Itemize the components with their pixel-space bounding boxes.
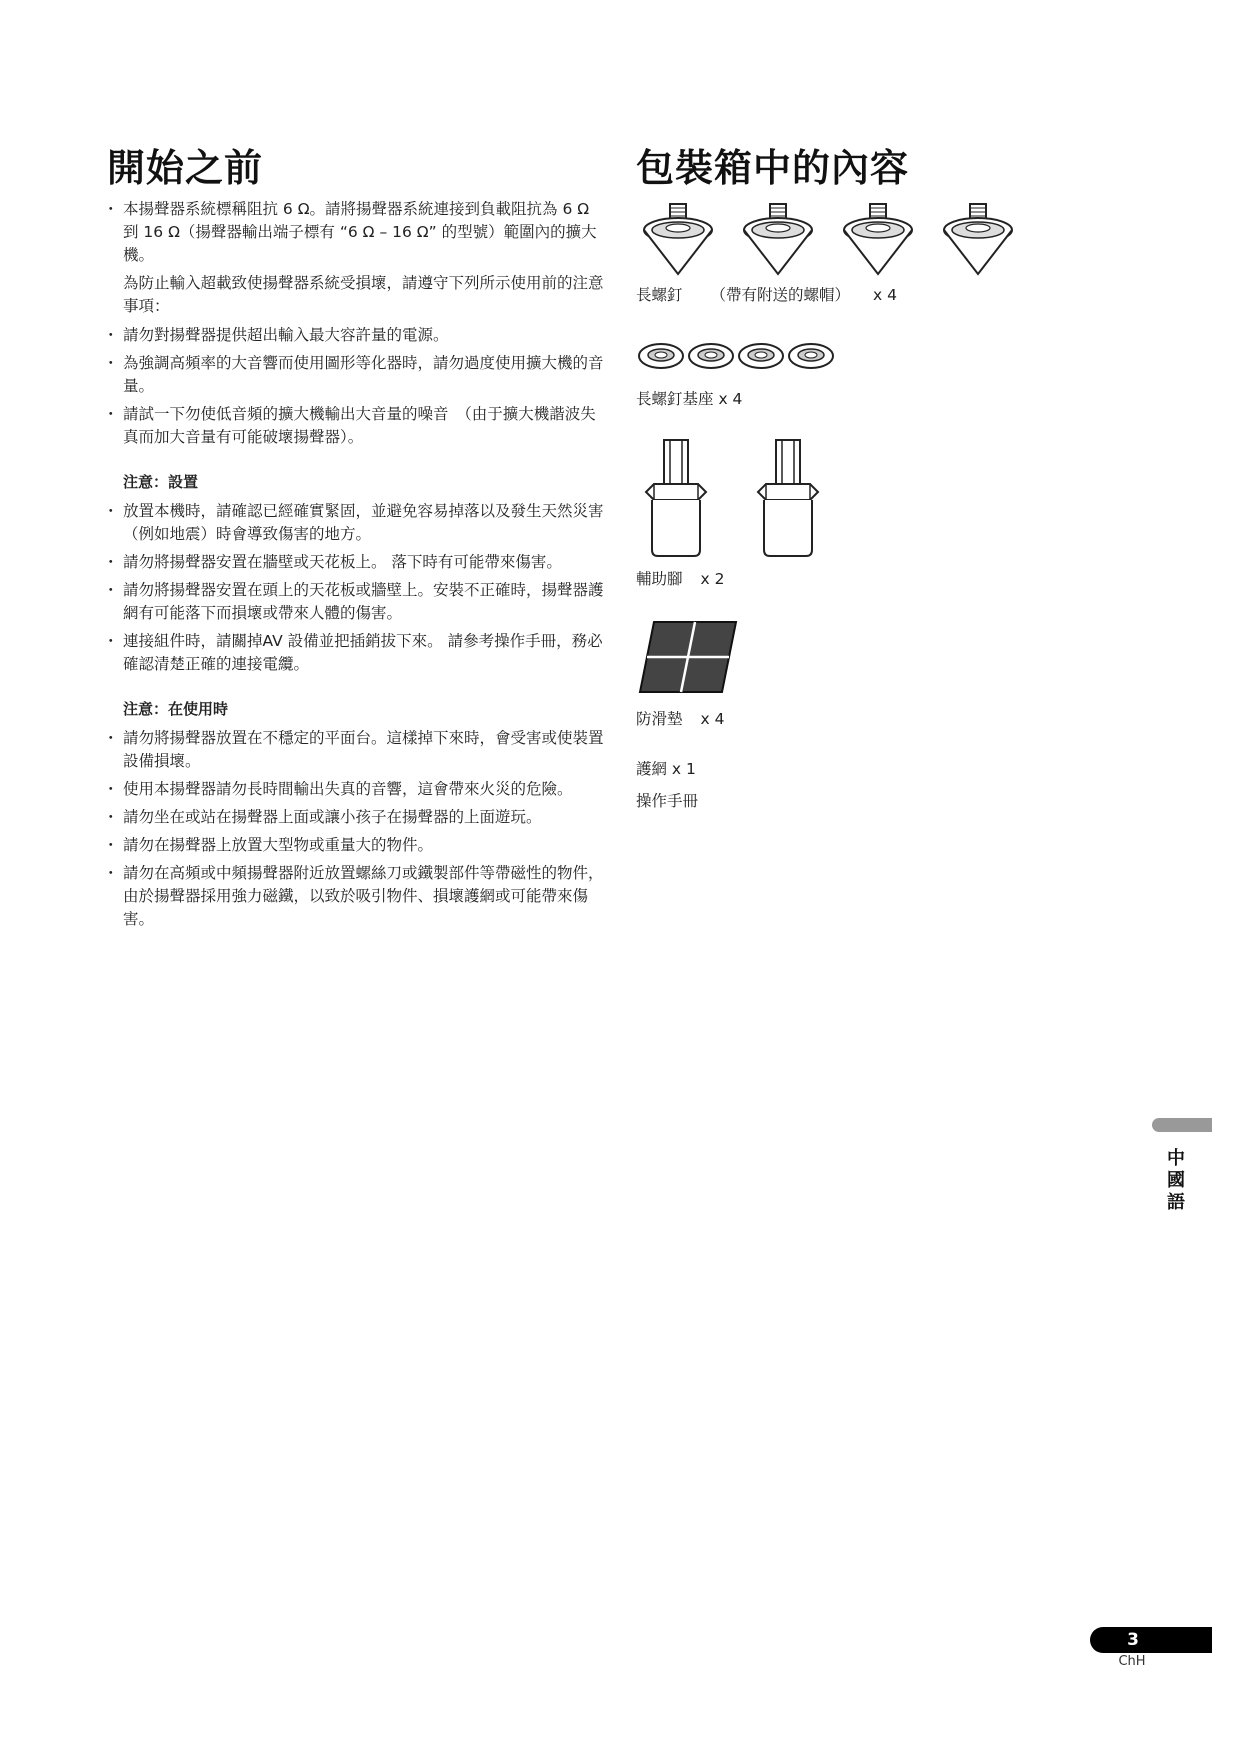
impedance-bullet: ・ 本揚聲器系統標稱阻抗 6 Ω。請將揚聲器系統連接到負載阻抗為 6 Ω 到 16 Ω（揚聲器輸出端子標有 “6 Ω – 16 Ω” 的型號）範圍內的擴大機。: [107, 198, 607, 267]
list-item: ・ 請勿坐在或站在揚聲器上面或讓小孩子在揚聲器的上面遊玩。: [107, 806, 607, 829]
item-name: 長螺釘: [636, 285, 683, 304]
impedance-list: [107, 198, 607, 267]
item-name: 防滑墊: [636, 709, 683, 728]
non-slip-pads-item: [636, 616, 1066, 730]
language-tab-label: 中國語: [1167, 1148, 1185, 1213]
list-item: ・ 連接組件時，請關掉AV 設備並把插銷拔下來。 請參考操作手冊，務必確認清楚正確的連接電纜。: [107, 630, 607, 676]
item-name: 長螺釘基座: [636, 389, 714, 408]
list-item: ・ 請勿在揚聲器上放置大型物或重量大的物件。: [107, 834, 607, 857]
item-qty: x 4: [718, 389, 743, 408]
precaution-list: [107, 324, 607, 449]
non-slip-pad-icon: [636, 616, 1066, 696]
page-number: 3: [1127, 1630, 1139, 1650]
spikes-caption: [636, 284, 1066, 306]
item-note: （帶有附送的螺帽）: [710, 285, 851, 304]
list-item: ・ 放置本機時，請確認已經確實緊固，並避免容易掉落以及發生天然災害 （例如地震）時會導致傷害的地方。: [107, 500, 607, 546]
installation-caution-heading: 注意：設置: [123, 472, 199, 491]
item-name: 輔助腳: [636, 569, 683, 588]
grille-item: 護網 x 1: [636, 759, 696, 778]
page-number-bar: [1090, 1627, 1212, 1653]
package-contents-section: [636, 148, 1066, 812]
list-item: ・ 請勿將揚聲器放置在不穩定的平面台。這樣掉下來時，會受害或使裝置設備損壞。: [107, 727, 607, 773]
item-qty: x 4: [700, 709, 725, 728]
list-item: ・ 請試一下勿使低音頻的擴大機輸出大音量的噪音 （由于擴大機諧波失真而加大音量有可能破壞揚聲器）。: [107, 403, 607, 449]
language-tab-bar: [1152, 1118, 1212, 1132]
before-use-title: 開始之前: [107, 146, 264, 190]
auxiliary-feet-caption: [636, 568, 1066, 590]
auxiliary-foot-icon: [636, 438, 1066, 558]
item-qty: x 2: [700, 569, 725, 588]
list-item: ・ 請勿將揚聲器安置在頭上的天花板或牆壁上。安裝不正確時，揚聲器護網有可能落下而損壞或帶來人體的傷害。: [107, 579, 607, 625]
usage-caution-list: [107, 727, 607, 931]
package-contents-title: 包裝箱中的內容: [636, 146, 910, 190]
auxiliary-feet-item: [636, 438, 1066, 590]
usage-caution-heading: 注意：在使用時: [123, 699, 229, 718]
page-language-code: ChH: [1118, 1654, 1146, 1669]
spike-bases-item: [636, 338, 1066, 410]
spike-bases-caption: [636, 388, 1066, 410]
list-item: ・ 請勿對揚聲器提供超出輸入最大容許量的電源。: [107, 324, 607, 347]
spike-icon: [636, 198, 1066, 278]
overload-note: 為防止輸入超載致使揚聲器系統受損壞，請遵守下列所示使用前的注意事項：: [123, 273, 604, 315]
non-slip-pads-caption: [636, 708, 1066, 730]
manual-item: 操作手冊: [636, 791, 699, 810]
before-use-section: [107, 146, 620, 936]
list-item: ・ 請勿在高頻或中頻揚聲器附近放置螺絲刀或鐵製部件等帶磁性的物件，由於揚聲器採用強力磁鐵，以致於吸引物件、損壞護網或可能帶來傷害。: [107, 862, 607, 931]
list-item: ・ 使用本揚聲器請勿長時間輸出失真的音響，這會帶來火災的危險。: [107, 778, 607, 801]
list-item: ・ 請勿將揚聲器安置在牆壁或天花板上。 落下時有可能帶來傷害。: [107, 551, 607, 574]
list-item: ・ 為強調高頻率的大音響而使用圖形等化器時，請勿過度使用擴大機的音量。: [107, 352, 607, 398]
installation-caution-list: [107, 500, 620, 676]
spikes-item: [636, 198, 1066, 306]
spike-base-icon: [636, 338, 1066, 374]
item-qty: x 4: [872, 285, 897, 304]
